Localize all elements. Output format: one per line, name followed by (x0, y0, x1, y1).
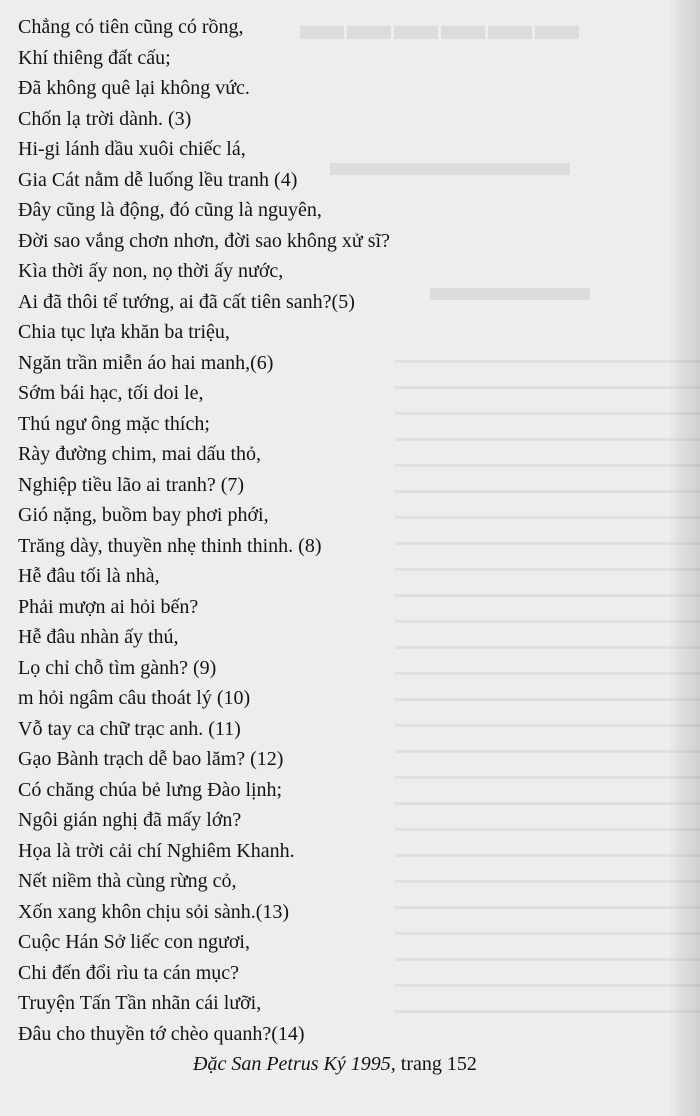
poem-line: Đây cũng là động, đó cũng là nguyên, (18, 199, 322, 221)
footer-page-number: trang 152 (395, 1053, 477, 1075)
footer-source: Đặc San Petrus Ký 1995, (193, 1053, 396, 1075)
poem-line: Chốn lạ trời dành. (3) (18, 107, 192, 130)
poem-line: Khí thiêng đất cấu; (18, 46, 171, 69)
poem-line: Chia tục lựa khăn ba triệu, (18, 321, 230, 343)
poem-line: Kìa thời ấy non, nọ thời ấy nước, (18, 260, 284, 282)
poem-line: Nết niềm thà cùng rừng cỏ, (18, 870, 237, 892)
poem-line: Truyện Tấn Tần nhãn cái lưỡi, (18, 992, 262, 1014)
page-edge-shadow (668, 0, 700, 1116)
poem-line: Chẳng có tiên cũng có rồng, (18, 16, 244, 38)
poem-line: Hi-gi lánh dầu xuôi chiếc lá, (18, 138, 246, 160)
poem-line: Sớm bái hạc, tối doi le, (18, 382, 204, 404)
poem-line: Phải mượn ai hỏi bến? (18, 595, 199, 618)
poem-line: Chi đến đổi rìu ta cán mục? (18, 961, 240, 984)
bleed-through-text-lines (395, 360, 700, 1036)
poem-line: Đời sao vắng chơn nhơn, đời sao không xử sĩ? (18, 229, 390, 252)
bleed-through-subheading-2: ▬▬▬▬ (430, 265, 590, 309)
poem-line: Gia Cát nằm dễ luống lều tranh (4) (18, 168, 298, 191)
page-footer (193, 1053, 477, 1076)
poem-line: Hễ đâu tối là nhà, (18, 565, 160, 587)
poem-line: Vỗ tay ca chữ trạc anh. (11) (18, 717, 241, 740)
bleed-through-heading: ▬▬▬▬▬▬ (300, 0, 582, 49)
bleed-through-subheading: ▬▬▬▬▬▬ (330, 140, 570, 184)
poem-line: Đã không quê lại không vức. (18, 77, 250, 99)
poem-line: Rày đường chim, mai dấu thỏ, (18, 443, 262, 465)
poem-line: Gạo Bành trạch dễ bao lăm? (12) (18, 748, 284, 770)
poem-line: Gió nặng, buồm bay phơi phới, (18, 504, 269, 526)
poem-line: Ngăn trần miễn áo hai manh,(6) (18, 351, 274, 374)
poem-line: Họa là trời cải chí Nghiêm Khanh. (18, 839, 295, 862)
poem-line: Cuộc Hán Sở liếc con ngươi, (18, 931, 250, 953)
poem-line: Đâu cho thuyền tớ chèo quanh?(14) (18, 1022, 305, 1045)
poem-line: Thú ngư ông mặc thích; (18, 412, 210, 435)
poem-line: Có chăng chúa bẻ lưng Đào lịnh; (18, 778, 283, 801)
poem-line: m hỏi ngâm câu thoát lý (10) (18, 687, 251, 709)
poem-line: Ai đã thôi tể tướng, ai đã cất tiên sanh?(5) (18, 290, 355, 313)
poem-body (18, 12, 390, 1049)
poem-line: Hễ đâu nhàn ấy thú, (18, 626, 179, 648)
poem-line: Ngôi gián nghị đã mấy lớn? (18, 809, 242, 831)
poem-line: Xốn xang khôn chịu sỏi sành.(13) (18, 900, 290, 923)
poem-line: Nghiệp tiều lão ai tranh? (7) (18, 473, 245, 496)
poem-line: Trăng dày, thuyền nhẹ thinh thinh. (8) (18, 534, 322, 557)
poem-line: Lọ chỉ chỗ tìm gành? (9) (18, 656, 217, 679)
